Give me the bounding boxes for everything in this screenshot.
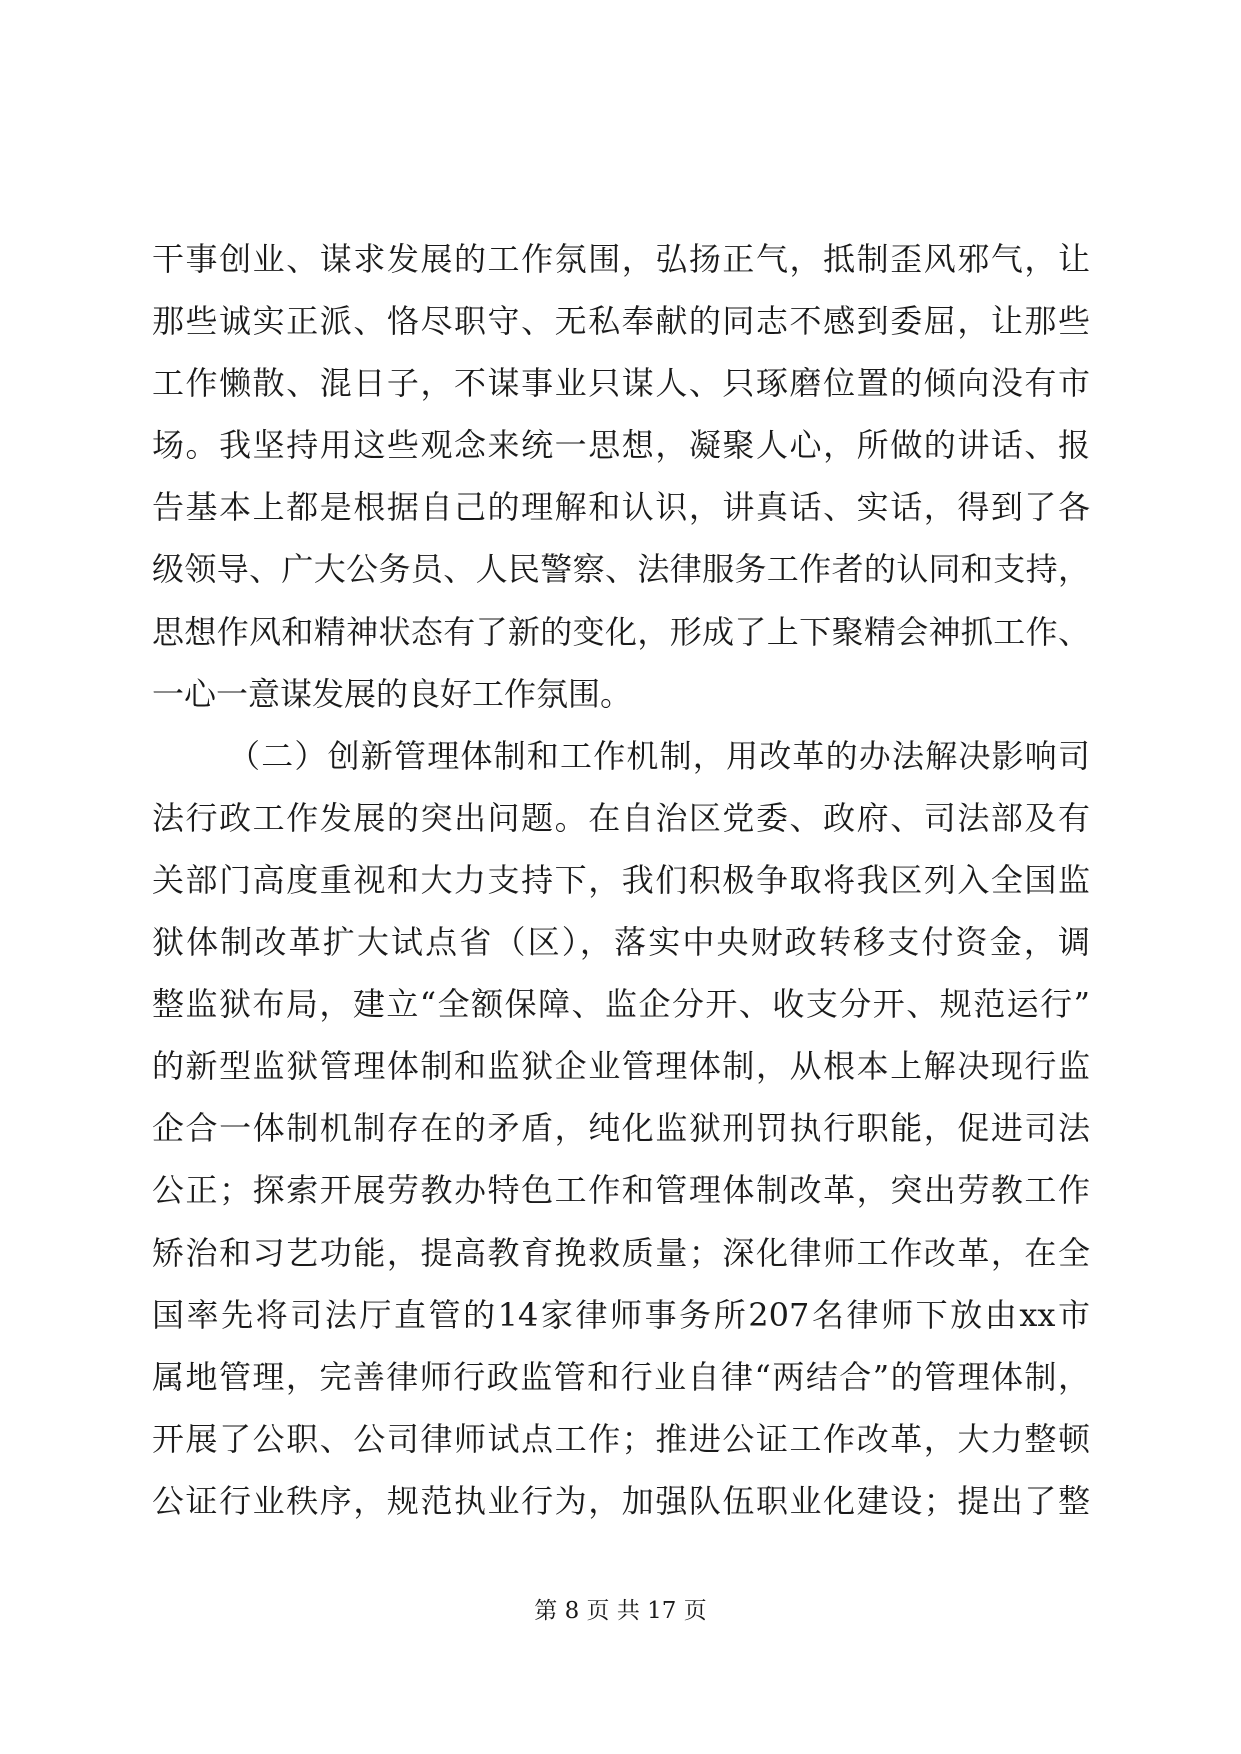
paragraph-1-line: 场。我坚持用这些观念来统一思想，凝聚人心，所做的讲话、报	[152, 426, 1090, 465]
paragraph-2-line: 公证行业秩序，规范执业行为，加强队伍职业化建设；提出了整	[152, 1481, 1090, 1520]
paragraph-1-line: 那些诚实正派、恪尽职守、无私奉献的同志不感到委屈，让那些	[152, 302, 1090, 341]
page-number-footer: 第 8 页 共 17 页	[534, 1598, 707, 1624]
body-text	[152, 228, 1090, 1532]
paragraph-2-line: 国率先将司法厅直管的14家律师事务所207名律师下放由xx市	[152, 1295, 1090, 1334]
paragraph-2-line: 整监狱布局，建立“全额保障、监企分开、收支分开、规范运行”	[152, 985, 1090, 1024]
paragraph-2-line: 法行政工作发展的突出问题。在自治区党委、政府、司法部及有	[152, 798, 1090, 837]
paragraph-2-line: 开展了公职、公司律师试点工作；推进公证工作改革，大力整顿	[152, 1419, 1090, 1458]
paragraph-1-line: 思想作风和精神状态有了新的变化，形成了上下聚精会神抓工作、	[152, 612, 1090, 651]
paragraph-1-line: 级领导、广大公务员、人民警察、法律服务工作者的认同和支持，	[152, 550, 1090, 589]
paragraph-2-line: 狱体制改革扩大试点省（区），落实中央财政转移支付资金，调	[152, 923, 1090, 962]
paragraph-1-last-line: 一心一意谋发展的良好工作氛围。	[152, 674, 633, 713]
paragraph-1-line: 告基本上都是根据自己的理解和认识，讲真话、实话，得到了各	[152, 488, 1090, 527]
paragraph-2-line: 关部门高度重视和大力支持下，我们积极争取将我区列入全国监	[152, 860, 1090, 899]
paragraph-2-line: 属地管理，完善律师行政监管和行业自律“两结合”的管理体制，	[152, 1357, 1090, 1396]
paragraph-2-first-line: （二）创新管理体制和工作机制，用改革的办法解决影响司	[228, 736, 1090, 775]
paragraph-2-line: 公正；探索开展劳教办特色工作和管理体制改革，突出劳教工作	[152, 1171, 1090, 1210]
paragraph-2-line: 矫治和习艺功能，提高教育挽救质量；深化律师工作改革，在全	[152, 1233, 1090, 1272]
paragraph-2-line: 企合一体制机制存在的矛盾，纯化监狱刑罚执行职能，促进司法	[152, 1109, 1090, 1148]
paragraph-1-line: 工作懒散、混日子，不谋事业只谋人、只琢磨位置的倾向没有市	[152, 364, 1090, 403]
paragraph-1-line: 干事创业、谋求发展的工作氛围，弘扬正气，抵制歪风邪气，让	[152, 240, 1090, 278]
paragraph-2-line: 的新型监狱管理体制和监狱企业管理体制，从根本上解决现行监	[152, 1047, 1090, 1086]
